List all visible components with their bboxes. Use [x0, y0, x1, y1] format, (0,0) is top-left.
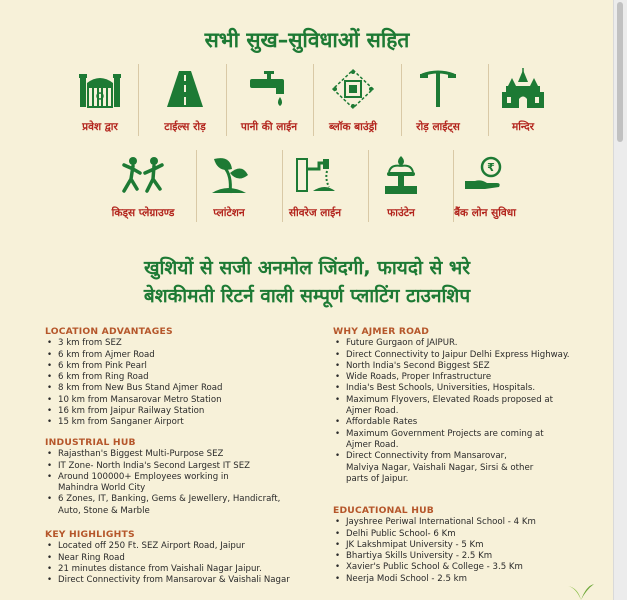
list-item: • Jayshree Periwal International School - 4 Km	[333, 517, 583, 528]
svg-text:₹: ₹	[487, 161, 495, 174]
list-item: • Wide Roads, Proper Infrastructure	[333, 372, 583, 383]
list-item: • Rajasthan's Biggest Multi-Purpose SEZ	[45, 449, 300, 460]
amenity-label: टाईल्स रोड़	[164, 121, 206, 133]
amenities-title: सभी सुख–सुविधाओं सहित	[204, 28, 410, 52]
educational-hub-section	[333, 505, 583, 585]
list-item: • Neerja Modi School - 2.5 km	[333, 574, 583, 585]
industrial-hub-section	[45, 437, 300, 517]
list-item: • 15 km from Sanganer Airport	[45, 417, 305, 428]
list-item: • 16 km from Jaipur Railway Station	[45, 406, 305, 417]
list-item: • India's Best Schools, Universities, Hospitals.	[333, 383, 583, 394]
scrollbar-thumb[interactable]	[617, 2, 623, 142]
amenity-label: किड्स प्लेग्राउण्ड	[111, 207, 175, 219]
list-item: • 6 km from Pink Pearl	[45, 361, 305, 372]
key-highlights-list	[45, 541, 315, 586]
list-item: • Bhartiya Skills University - 2.5 Km	[333, 551, 583, 562]
list-item: • Maximum Government Projects are coming at Ajmer Road.	[333, 429, 571, 452]
amenity-bank-loan	[430, 152, 540, 220]
list-item: • Affordable Rates	[333, 417, 583, 428]
amenity-label: मन्दिर	[511, 121, 535, 133]
educational-hub-list	[333, 517, 583, 585]
why-ajmer-road-section	[333, 326, 583, 485]
list-item: • Located off 250 Ft. SEZ Airport Road, Jaipur	[45, 541, 315, 552]
list-item: • IT Zone- North India's Second Largest IT SEZ	[45, 461, 300, 472]
key-highlights-section	[45, 529, 315, 586]
list-item: • Direct Connectivity to Jaipur Delhi Express Highway.	[333, 350, 583, 361]
list-item: • Maximum Flyovers, Elevated Roads proposed at Ajmer Road.	[333, 395, 571, 418]
section-heading: LOCATION ADVANTAGES	[45, 326, 173, 337]
list-item: • Around 100000+ Employees working in Mahindra World City	[45, 472, 248, 495]
amenity-label: प्रवेश द्वार	[82, 121, 118, 133]
location-advantages-section	[45, 326, 305, 429]
vertical-scrollbar[interactable]	[613, 0, 627, 600]
list-item: • Future Gurgaon of JAIPUR.	[333, 338, 583, 349]
amenity-label: रोड़ लाईट्स	[416, 121, 460, 133]
list-item: • Direct Connectivity from Mansarovar & Vaishali Nagar	[45, 575, 315, 586]
section-heading: INDUSTRIAL HUB	[45, 437, 136, 448]
section-heading: EDUCATIONAL HUB	[333, 505, 435, 516]
headline-line-2: बेशकीमती रिटर्न वाली सम्पूर्ण प्लाटिंग टाउनशिप	[143, 285, 471, 307]
bank-loan-icon	[430, 152, 540, 198]
list-item: • 10 km from Mansarovar Metro Station	[45, 395, 305, 406]
list-item: • Xavier's Public School & College - 3.5 Km	[333, 562, 583, 573]
amenity-label: पानी की लाईन	[240, 121, 298, 133]
list-item: • 6 km from Ajmer Road	[45, 350, 305, 361]
amenity-label: ब्लॉक बाउंड्री	[328, 121, 377, 133]
industrial-hub-list	[45, 449, 300, 517]
amenity-label: फाउंटेन	[387, 207, 415, 219]
why-ajmer-road-list	[333, 338, 583, 485]
list-item: • 3 km from SEZ	[45, 338, 305, 349]
headline-line-1: खुशियों से सजी अनमोल जिंदगी, फायदो से भरे	[143, 257, 471, 279]
section-heading: KEY HIGHLIGHTS	[45, 529, 135, 540]
list-item: • 6 Zones, IT, Banking, Gems & Jewellery, Handicraft, Auto, Stone & Marble	[45, 494, 300, 517]
amenity-label: सीवरेज लाईन	[288, 207, 342, 219]
list-item: • JK Lakshmipat University - 5 Km	[333, 540, 583, 551]
section-heading: WHY AJMER ROAD	[333, 326, 430, 337]
list-item: • 21 minutes distance from Vaishali Nagar Jaipur.	[45, 564, 315, 575]
temple-icon	[468, 66, 578, 112]
list-item: • Delhi Public School- 6 Km	[333, 529, 583, 540]
amenity-label: बैंक लोन सुविधा	[454, 207, 516, 219]
list-item: • 6 km from Ring Road	[45, 372, 305, 383]
leaf-decoration-icon	[566, 582, 596, 600]
list-item: • North India's Second Biggest SEZ	[333, 361, 583, 372]
amenity-label: प्लांटेशन	[213, 207, 245, 219]
amenity-temple	[468, 66, 578, 134]
location-advantages-list	[45, 338, 305, 428]
list-item: • Direct Connectivity from Mansarovar, Malviya Nagar, Vaishali Nagar, Sirsi & other parts of Jaipur.	[333, 451, 536, 485]
list-item: • Near Ring Road	[45, 553, 315, 564]
list-item: • 8 km from New Bus Stand Ajmer Road	[45, 383, 305, 394]
